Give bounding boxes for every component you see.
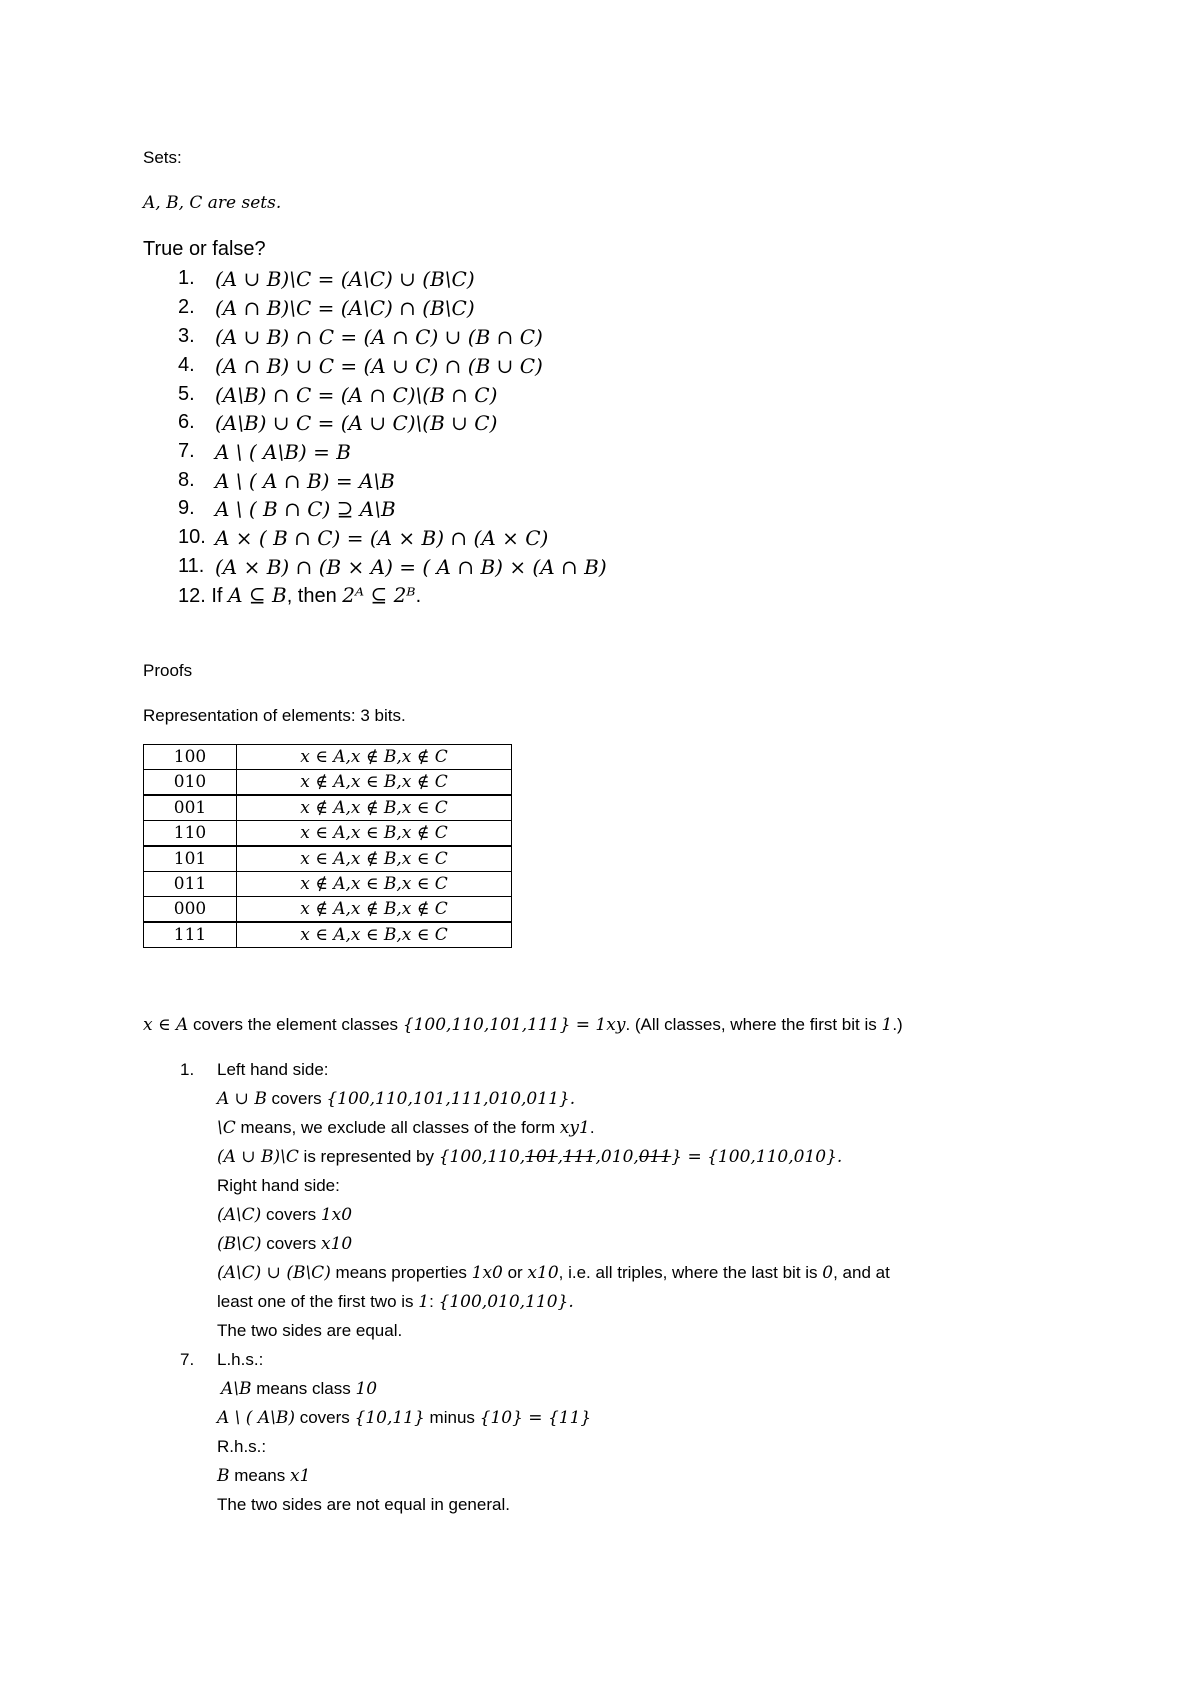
text: : bbox=[429, 1292, 439, 1311]
text: covers bbox=[261, 1234, 322, 1253]
text: , i.e. all triples, where the last bit is bbox=[558, 1263, 823, 1282]
proof-line bbox=[217, 1234, 352, 1254]
math: {10} = {11} bbox=[479, 1408, 592, 1428]
text: means class bbox=[251, 1379, 356, 1398]
math: (A\C) ∪ (B\C) bbox=[217, 1263, 331, 1283]
question-number: 2. bbox=[178, 296, 195, 318]
membership-description: x ∉ A,x ∉ B,x ∉ C bbox=[237, 897, 512, 923]
math: xy1 bbox=[559, 1118, 590, 1138]
math: A\B bbox=[221, 1379, 252, 1399]
title: Sets: bbox=[143, 148, 182, 167]
bit-code: 101 bbox=[144, 846, 237, 872]
math: {100,010,110}. bbox=[438, 1292, 574, 1312]
question-text: (A\B) ∩ C = (A ∩ C)\(B ∩ C) bbox=[215, 383, 498, 407]
membership-description: x ∈ A,x ∉ B,x ∉ C bbox=[237, 745, 512, 770]
bit-code: 110 bbox=[144, 821, 237, 847]
math: A \ ( A\B) bbox=[217, 1408, 295, 1428]
proof-line: Right hand side: bbox=[217, 1176, 340, 1195]
text: covers bbox=[261, 1205, 321, 1224]
proof-line bbox=[221, 1379, 377, 1399]
question-text: (A ∩ B)\C = (A\C) ∩ (B\C) bbox=[215, 296, 475, 320]
covers-text-2: . (All classes, where the first bit is bbox=[625, 1015, 882, 1034]
proof-number: 7. bbox=[180, 1350, 195, 1369]
math: x1 bbox=[289, 1466, 311, 1486]
text: means bbox=[229, 1466, 290, 1485]
bit-code: 011 bbox=[144, 872, 237, 897]
math: B bbox=[217, 1466, 230, 1486]
math: 10 bbox=[355, 1379, 378, 1399]
question-text: A × ( B ∩ C) = (A × B) ∩ (A × C) bbox=[215, 526, 549, 550]
math: 0 bbox=[822, 1263, 834, 1283]
question-number: 9. bbox=[178, 497, 195, 519]
question-number: 10. bbox=[178, 526, 206, 548]
question-text: (A ∪ B) ∩ C = (A ∩ C) ∪ (B ∩ C) bbox=[215, 325, 543, 349]
math: , bbox=[557, 1147, 564, 1167]
table-row bbox=[144, 770, 512, 796]
question-number: 8. bbox=[178, 469, 195, 491]
proof-line bbox=[217, 1292, 574, 1312]
proof-conclusion: The two sides are not equal in general. bbox=[217, 1495, 510, 1514]
proof-number: 1. bbox=[180, 1060, 195, 1079]
math: {100,110, bbox=[438, 1147, 526, 1167]
proof-line: L.h.s.: bbox=[217, 1350, 264, 1369]
table-row bbox=[144, 872, 512, 897]
math: } = {100,110,010}. bbox=[671, 1147, 843, 1167]
question-12-then: , then bbox=[286, 585, 337, 607]
membership-description: x ∉ A,x ∉ B,x ∈ C bbox=[237, 795, 512, 821]
struck-value: 101 bbox=[525, 1147, 558, 1167]
representation-text: Representation of elements: 3 bits. bbox=[143, 706, 406, 725]
bit-representation-table bbox=[143, 744, 512, 948]
question-heading: True or false? bbox=[143, 238, 266, 260]
proof-line bbox=[217, 1147, 842, 1167]
table-row bbox=[144, 922, 512, 948]
text: means, we exclude all classes of the form bbox=[235, 1118, 560, 1137]
question-text: (A\B) ∪ C = (A ∪ C)\(B ∪ C) bbox=[215, 411, 498, 435]
table-row bbox=[144, 897, 512, 923]
membership-description: x ∈ A,x ∈ B,x ∉ C bbox=[237, 821, 512, 847]
math: (A ∪ B)\C bbox=[217, 1147, 299, 1167]
question-12-conclusion: 2ᴬ ⊆ 2ᴮ bbox=[342, 583, 416, 607]
math: A ∪ B bbox=[217, 1089, 267, 1109]
question-12-if: If bbox=[211, 585, 223, 607]
text: , and at bbox=[833, 1263, 890, 1282]
math: ,010, bbox=[595, 1147, 639, 1167]
bit-code: 001 bbox=[144, 795, 237, 821]
table-row bbox=[144, 846, 512, 872]
question-number: 5. bbox=[178, 383, 195, 405]
text: covers bbox=[294, 1408, 355, 1427]
proof-line bbox=[217, 1408, 591, 1428]
question-number: 6. bbox=[178, 411, 195, 433]
covers-text-1: covers the element classes bbox=[188, 1015, 403, 1034]
table-row bbox=[144, 795, 512, 821]
membership-description: x ∉ A,x ∈ B,x ∈ C bbox=[237, 872, 512, 897]
text: means properties bbox=[330, 1263, 472, 1282]
question-text: A \ ( B ∩ C) ⊇ A\B bbox=[215, 497, 396, 521]
question-number: 12. bbox=[178, 585, 206, 607]
math: {100,110,101,111,010,011}. bbox=[326, 1089, 576, 1109]
question-text: A \ ( A ∩ B) = A\B bbox=[215, 469, 395, 493]
proof-line bbox=[217, 1089, 575, 1109]
covers-math-2: {100,110,101,111} = 1xy bbox=[402, 1015, 626, 1035]
question-text: A \ ( A\B) = B bbox=[215, 440, 351, 464]
question-12-condition: A ⊆ B bbox=[228, 583, 287, 607]
text: or bbox=[502, 1263, 528, 1282]
covers-text-3: .) bbox=[892, 1015, 903, 1034]
struck-value: 111 bbox=[563, 1147, 596, 1167]
proof-line: R.h.s.: bbox=[217, 1437, 267, 1456]
math: {10,11} bbox=[354, 1408, 425, 1428]
table-row bbox=[144, 745, 512, 770]
bit-code: 111 bbox=[144, 922, 237, 948]
struck-value: 011 bbox=[638, 1147, 672, 1167]
proof-line bbox=[217, 1118, 595, 1138]
text: minus bbox=[424, 1408, 480, 1427]
math: (A\C) bbox=[217, 1205, 262, 1225]
text: covers bbox=[266, 1089, 327, 1108]
text: least one of the first two is bbox=[217, 1292, 419, 1311]
question-number: 1. bbox=[178, 267, 195, 289]
text: . bbox=[589, 1118, 595, 1137]
question-text: (A ∩ B) ∪ C = (A ∪ C) ∩ (B ∪ C) bbox=[215, 354, 543, 378]
question-number: 4. bbox=[178, 354, 195, 376]
question-12 bbox=[178, 583, 421, 608]
math: x10 bbox=[527, 1263, 559, 1283]
text: is represented by bbox=[298, 1147, 439, 1166]
bit-code: 010 bbox=[144, 770, 237, 796]
table-row bbox=[144, 821, 512, 847]
membership-description: x ∈ A,x ∉ B,x ∈ C bbox=[237, 846, 512, 872]
covers-math-1: x ∈ A bbox=[143, 1015, 189, 1035]
question-12-end: . bbox=[415, 585, 422, 607]
bit-code: 100 bbox=[144, 745, 237, 770]
membership-description: x ∈ A,x ∈ B,x ∈ C bbox=[237, 922, 512, 948]
math: x10 bbox=[321, 1234, 353, 1254]
proof-line bbox=[217, 1466, 310, 1486]
question-number: 3. bbox=[178, 325, 195, 347]
bit-code: 000 bbox=[144, 897, 237, 923]
covers-math-3: 1 bbox=[881, 1015, 893, 1035]
math: 1 bbox=[418, 1292, 430, 1312]
question-text: (A ∪ B)\C = (A\C) ∪ (B\C) bbox=[215, 267, 475, 291]
math: \C bbox=[217, 1118, 236, 1138]
membership-description: x ∉ A,x ∈ B,x ∉ C bbox=[237, 770, 512, 796]
question-text: (A × B) ∩ (B × A) = ( A ∩ B) × (A ∩ B) bbox=[215, 555, 607, 579]
proof-conclusion: The two sides are equal. bbox=[217, 1321, 403, 1340]
math: (B\C) bbox=[217, 1234, 262, 1254]
math: 1x0 bbox=[320, 1205, 353, 1225]
proofs-heading: Proofs bbox=[143, 661, 193, 680]
proof-line bbox=[217, 1205, 352, 1225]
question-number: 7. bbox=[178, 440, 195, 462]
math: 1x0 bbox=[471, 1263, 503, 1283]
question-number: 11. bbox=[178, 555, 205, 577]
covers-line bbox=[143, 1015, 903, 1035]
proof-line bbox=[217, 1263, 890, 1283]
proof-line: Left hand side: bbox=[217, 1060, 329, 1079]
intro-text: A, B, C are sets. bbox=[143, 193, 282, 213]
